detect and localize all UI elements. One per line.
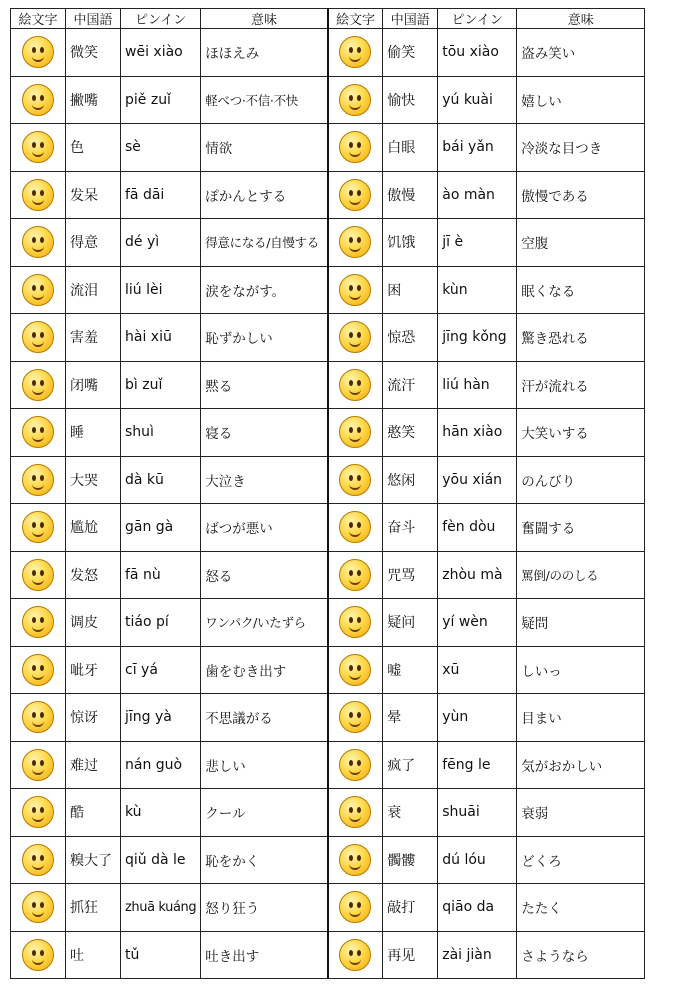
pinyin-cell: yōu xián	[438, 456, 517, 504]
meaning-cell: 冷淡な目つき	[517, 124, 645, 172]
hungry-face-icon	[339, 226, 371, 258]
emoji-cell	[328, 266, 383, 314]
emoji-cell	[11, 646, 66, 694]
waving-goodbye-face-icon	[339, 939, 371, 971]
table-row	[11, 599, 645, 647]
emoji-cell	[11, 171, 66, 219]
pinyin-cell: jī è	[438, 219, 517, 267]
emoji-cell	[328, 171, 383, 219]
chinese-cell: 晕	[383, 694, 438, 742]
emoji-cell	[328, 314, 383, 362]
emoji-cell	[11, 741, 66, 789]
meaning-cell: 汗が流れる	[517, 361, 645, 409]
emoji-cell	[328, 361, 383, 409]
meaning-cell: 得意になる/自慢する	[201, 219, 328, 267]
meaning-cell: ぽかんとする	[201, 171, 328, 219]
header-emoji: 絵文字	[328, 9, 383, 29]
chinese-cell: 调皮	[66, 599, 121, 647]
wailing-face-icon	[22, 464, 54, 496]
meaning-cell: 疑問	[517, 599, 645, 647]
emoji-cell	[11, 599, 66, 647]
embarrassed-face-icon	[22, 511, 54, 543]
cool-face-icon	[22, 796, 54, 828]
header-chinese: 中国語	[383, 9, 438, 29]
arrogant-face-icon	[339, 179, 371, 211]
meaning-cell: 驚き恐れる	[517, 314, 645, 362]
pinyin-cell: dú lóu	[438, 836, 517, 884]
sleeping-face-icon	[22, 416, 54, 448]
chinese-cell: 惊讶	[66, 694, 121, 742]
header-chinese: 中国語	[66, 9, 121, 29]
heart-eyes-face-icon	[22, 131, 54, 163]
surprised-face-icon	[22, 701, 54, 733]
table-row	[11, 836, 645, 884]
header-meaning: 意味	[201, 9, 328, 29]
chinese-cell: 憨笑	[383, 409, 438, 457]
pinyin-cell: tōu xiào	[438, 29, 517, 77]
skull-icon	[339, 844, 371, 876]
meaning-cell: クール	[201, 789, 328, 837]
meaning-cell: 不思議がる	[201, 694, 328, 742]
chinese-cell: 咒骂	[383, 551, 438, 599]
emoji-cell	[328, 694, 383, 742]
table-row	[11, 694, 645, 742]
emoji-cell	[11, 551, 66, 599]
pinyin-cell: hài xiū	[121, 314, 201, 362]
pinyin-cell: shuāi	[438, 789, 517, 837]
snicker-face-icon	[339, 36, 371, 68]
emoji-cell	[328, 219, 383, 267]
meaning-cell: さようなら	[517, 931, 645, 979]
chinese-cell: 困	[383, 266, 438, 314]
angry-face-icon	[22, 559, 54, 591]
sleepy-face-icon	[339, 274, 371, 306]
frantic-face-icon	[22, 891, 54, 923]
meaning-cell: 罵倒/ののしる	[517, 551, 645, 599]
shy-face-icon	[22, 321, 54, 353]
pinyin-cell: dé yì	[121, 219, 201, 267]
pinyin-cell: fā dāi	[121, 171, 201, 219]
meaning-cell: 寝る	[201, 409, 328, 457]
chinese-cell: 髑髏	[383, 836, 438, 884]
header-emoji: 絵文字	[11, 9, 66, 29]
pinyin-cell: fēng le	[438, 741, 517, 789]
meaning-cell: 眠くなる	[517, 266, 645, 314]
pinyin-cell: bì zuǐ	[121, 361, 201, 409]
chinese-cell: 流泪	[66, 266, 121, 314]
table-row	[11, 29, 645, 77]
emoji-cell	[11, 504, 66, 552]
meaning-cell: 怒り狂う	[201, 884, 328, 932]
pinyin-cell: jīng yà	[121, 694, 201, 742]
emoji-cell	[328, 504, 383, 552]
pinyin-cell: zhòu mà	[438, 551, 517, 599]
pinyin-cell: yú kuài	[438, 76, 517, 124]
table-row	[11, 456, 645, 504]
pinyin-cell: ào màn	[438, 171, 517, 219]
meaning-cell: 衰弱	[517, 789, 645, 837]
pinyin-cell: dà kū	[121, 456, 201, 504]
chinese-cell: 愉快	[383, 76, 438, 124]
meaning-cell: 涙をながす。	[201, 266, 328, 314]
meaning-cell: 傲慢である	[517, 171, 645, 219]
sweat-face-icon	[339, 369, 371, 401]
chinese-cell: 流汗	[383, 361, 438, 409]
meaning-cell: 目まい	[517, 694, 645, 742]
chinese-cell: 难过	[66, 741, 121, 789]
headband-face-icon	[339, 511, 371, 543]
pinyin-cell: cī yá	[121, 646, 201, 694]
dizzy-face-icon	[339, 701, 371, 733]
pinyin-cell: gān gà	[121, 504, 201, 552]
pinyin-cell: zài jiàn	[438, 931, 517, 979]
weak-black-face-icon	[339, 796, 371, 828]
meaning-cell: ワンパク/いたずら	[201, 599, 328, 647]
meaning-cell: ほほえみ	[201, 29, 328, 77]
pinyin-cell: wēi xiào	[121, 29, 201, 77]
chinese-cell: 疯了	[383, 741, 438, 789]
table-row	[11, 646, 645, 694]
pinyin-cell: jīng kǒng	[438, 314, 517, 362]
chinese-cell: 撇嘴	[66, 76, 121, 124]
emoji-cell	[11, 409, 66, 457]
emoji-cell	[11, 124, 66, 172]
emoji-cell	[328, 409, 383, 457]
chinese-cell: 糗大了	[66, 836, 121, 884]
chinese-cell: 尴尬	[66, 504, 121, 552]
emoji-cell	[328, 741, 383, 789]
meaning-cell: 恥をかく	[201, 836, 328, 884]
emoji-cell	[11, 931, 66, 979]
table-row	[11, 789, 645, 837]
emoji-cell	[11, 219, 66, 267]
pinyin-cell: hān xiào	[438, 409, 517, 457]
pinyin-cell: kùn	[438, 266, 517, 314]
cursing-face-icon	[339, 559, 371, 591]
emoji-cell	[11, 266, 66, 314]
table-row	[11, 171, 645, 219]
meaning-cell: 情欲	[201, 124, 328, 172]
sad-face-icon	[22, 749, 54, 781]
emoji-cell	[328, 931, 383, 979]
meaning-cell: 吐き出す	[201, 931, 328, 979]
crazy-face-icon	[339, 749, 371, 781]
hammer-hit-face-icon	[339, 891, 371, 923]
pinyin-cell: qiāo da	[438, 884, 517, 932]
meaning-cell: 悲しい	[201, 741, 328, 789]
table-row	[11, 361, 645, 409]
emoji-cell	[11, 76, 66, 124]
chinese-cell: 奋斗	[383, 504, 438, 552]
dazed-face-icon	[22, 179, 54, 211]
shush-face-icon	[339, 654, 371, 686]
chinese-cell: 发怒	[66, 551, 121, 599]
chinese-cell: 嘘	[383, 646, 438, 694]
chinese-cell: 抓狂	[66, 884, 121, 932]
meaning-cell: ばつが悪い	[201, 504, 328, 552]
chinese-cell: 偷笑	[383, 29, 438, 77]
meaning-cell: 嬉しい	[517, 76, 645, 124]
table-row	[11, 884, 645, 932]
table-row	[11, 219, 645, 267]
emoji-cell	[11, 694, 66, 742]
pinyin-cell: yùn	[438, 694, 517, 742]
chinese-cell: 闭嘴	[66, 361, 121, 409]
chinese-cell: 悠闲	[383, 456, 438, 504]
emoji-cell	[328, 76, 383, 124]
header-meaning: 意味	[517, 9, 645, 29]
pinyin-cell: kù	[121, 789, 201, 837]
tongue-out-face-icon	[22, 606, 54, 638]
chinese-cell: 酷	[66, 789, 121, 837]
pinyin-cell: zhuā kuáng	[121, 884, 201, 932]
pinyin-cell: fèn dòu	[438, 504, 517, 552]
table-row	[11, 409, 645, 457]
meaning-cell: のんびり	[517, 456, 645, 504]
emoji-cell	[328, 884, 383, 932]
meaning-cell: 怒る	[201, 551, 328, 599]
meaning-cell: 歯をむき出す	[201, 646, 328, 694]
pout-face-icon	[22, 84, 54, 116]
chinese-cell: 微笑	[66, 29, 121, 77]
laughing-face-icon	[339, 416, 371, 448]
emoji-cell	[11, 361, 66, 409]
happy-face-icon	[339, 84, 371, 116]
emoji-cell	[11, 456, 66, 504]
emoji-cell	[11, 884, 66, 932]
pinyin-cell: piě zuǐ	[121, 76, 201, 124]
chinese-cell: 得意	[66, 219, 121, 267]
emoji-vocabulary-table	[10, 8, 645, 979]
meaning-cell: たたく	[517, 884, 645, 932]
sunglasses-face-icon	[22, 226, 54, 258]
table-row	[11, 504, 645, 552]
table-row	[11, 551, 645, 599]
emoji-cell	[328, 599, 383, 647]
zipped-mouth-face-icon	[22, 369, 54, 401]
chinese-cell: 呲牙	[66, 646, 121, 694]
pinyin-cell: liú hàn	[438, 361, 517, 409]
pinyin-cell: nán guò	[121, 741, 201, 789]
chinese-cell: 再见	[383, 931, 438, 979]
pinyin-cell: xū	[438, 646, 517, 694]
emoji-cell	[328, 124, 383, 172]
pinyin-cell: yí wèn	[438, 599, 517, 647]
header-row	[11, 9, 645, 29]
chinese-cell: 睡	[66, 409, 121, 457]
meaning-cell: 奮闘する	[517, 504, 645, 552]
emoji-cell	[11, 836, 66, 884]
emoji-cell	[328, 789, 383, 837]
table-row	[11, 931, 645, 979]
smile-face-icon	[22, 36, 54, 68]
meaning-cell: 大笑いする	[517, 409, 645, 457]
crying-face-icon	[22, 274, 54, 306]
table-row	[11, 741, 645, 789]
pinyin-cell: shuì	[121, 409, 201, 457]
horrified-face-icon	[339, 321, 371, 353]
emoji-cell	[11, 789, 66, 837]
emoji-cell	[328, 836, 383, 884]
table-row	[11, 314, 645, 362]
header-pinyin: ピンイン	[121, 9, 201, 29]
meaning-cell: 盗み笑い	[517, 29, 645, 77]
vomit-face-icon	[22, 939, 54, 971]
header-pinyin: ピンイン	[438, 9, 517, 29]
chinese-cell: 色	[66, 124, 121, 172]
relaxed-hat-face-icon	[339, 464, 371, 496]
meaning-cell: 軽べつ·不信·不快	[201, 76, 328, 124]
question-face-icon	[339, 606, 371, 638]
chinese-cell: 傲慢	[383, 171, 438, 219]
chinese-cell: 害羞	[66, 314, 121, 362]
table-row	[11, 124, 645, 172]
grinning-teeth-face-icon	[22, 654, 54, 686]
chinese-cell: 吐	[66, 931, 121, 979]
chinese-cell: 白眼	[383, 124, 438, 172]
meaning-cell: 大泣き	[201, 456, 328, 504]
emoji-cell	[328, 646, 383, 694]
emoji-cell	[328, 551, 383, 599]
sweating-embarrassed-face-icon	[22, 844, 54, 876]
chinese-cell: 惊恐	[383, 314, 438, 362]
pinyin-cell: liú lèi	[121, 266, 201, 314]
emoji-cell	[11, 314, 66, 362]
meaning-cell: どくろ	[517, 836, 645, 884]
meaning-cell: 気がおかしい	[517, 741, 645, 789]
chinese-cell: 发呆	[66, 171, 121, 219]
pinyin-cell: sè	[121, 124, 201, 172]
pinyin-cell: tiáo pí	[121, 599, 201, 647]
pinyin-cell: fā nù	[121, 551, 201, 599]
emoji-cell	[328, 456, 383, 504]
chinese-cell: 敲打	[383, 884, 438, 932]
pinyin-cell: qiǔ dà le	[121, 836, 201, 884]
chinese-cell: 饥饿	[383, 219, 438, 267]
meaning-cell: 黙る	[201, 361, 328, 409]
chinese-cell: 疑问	[383, 599, 438, 647]
eye-roll-face-icon	[339, 131, 371, 163]
pinyin-cell: tǔ	[121, 931, 201, 979]
emoji-cell	[328, 29, 383, 77]
emoji-cell	[11, 29, 66, 77]
table-row	[11, 266, 645, 314]
meaning-cell: 恥ずかしい	[201, 314, 328, 362]
chinese-cell: 衰	[383, 789, 438, 837]
meaning-cell: しいっ	[517, 646, 645, 694]
pinyin-cell: bái yǎn	[438, 124, 517, 172]
chinese-cell: 大哭	[66, 456, 121, 504]
meaning-cell: 空腹	[517, 219, 645, 267]
table-row	[11, 76, 645, 124]
